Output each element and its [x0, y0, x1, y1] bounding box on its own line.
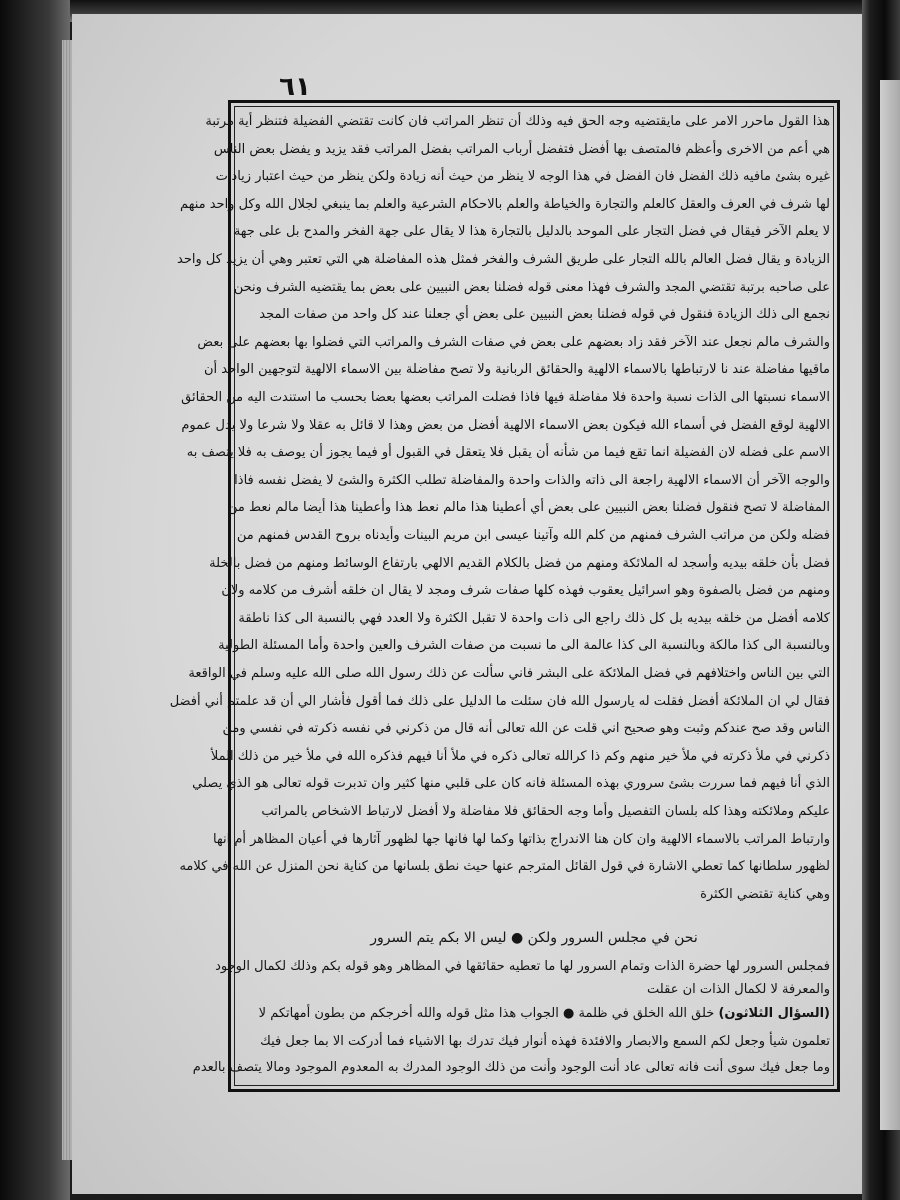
text-line: وهي كناية تقتضي الكثرة	[700, 886, 830, 902]
question-heading: (السؤال الثلاثون)	[718, 1006, 830, 1021]
text-line: غيره بشئ مافيه ذلك الفضل فان الفضل في هذا الوجه لا ينظر من حيث أنه زيادة ولكن ينظر من حيث اعتبار زيادات	[215, 169, 830, 185]
text-line: الاسم على فضله لان الفضيلة انما تقع فيما من شأنه أن يقبل فلا يتعقل في القبول أو فيما يجوز أن يوصف به فلا يتصف به	[186, 445, 830, 461]
poem-line: نحن في مجلس السرور ولكن ● ليس الا بكم يتم السرور	[370, 930, 698, 946]
text-line: عليكم وملائكته وهذا كله بلسان التفصيل وأما وجه الحقائق فلا مفاضلة ولا أفضل لارتباط الاشخاص بالمراتب	[261, 804, 830, 819]
text-line: على صاحبه برتبة تقتضي المجد والشرف فهذا معنى قوله فضلنا بعض النبيين على بعض بما يقتضيه الشرف ونحن	[233, 279, 830, 295]
text-line: نجمع الى ذلك الزيادة فنقول في قوله فضلنا بعض النبيين على بعض أي جعلنا عند كل واحد من صفات المجد	[259, 307, 830, 323]
after-poem-line-2: والمعرفة لا لكمال الذات ان عقلت	[647, 982, 830, 997]
question-line-1	[238, 1000, 830, 1028]
text-line: وارتباط المراتب بالاسماء الالهية وان كان هنا الاندراج بذاتها وكما لها فانها جها لظهور آثارها في أعيان المظاهر أم انها	[213, 831, 830, 847]
text-line: ذكرني في ملأ ذكرته في ملأ خير منهم وكم ذا كرالله تعالى ذكره في ملأ أنا فيهم فذكره الله في ملأ خير من ذلك الملأ	[210, 748, 830, 764]
text-line: الذي أنا فيهم فما سررت بشئ سروري بهذه المسئلة فانه كان على قلبي منها كثير وان تدبرت قوله تعالى هو الذي يصلي	[192, 776, 830, 792]
text-line: لظهور سلطانها كما تعطي الاشارة في قول القائل المترجم عنها حيث نطق بلسانها من كناية نحن المنزل عن الله في كلامه	[179, 859, 830, 875]
text-line: المفاضلة لا تصح فنقول فضلنا بعض النبيين على بعض أي أعطينا هذا مالم نعط هذا وأعطينا هذا أيضا مالم نعط من	[228, 500, 830, 516]
text-line: لها شرف في العرف والعقل كالعلم والتجارة والخياطة والعلم بالاحكام الشرعية والعلم بما ينبغي لجلال الله وكل واحد منهم	[180, 196, 830, 212]
main-text-block	[169, 108, 830, 1088]
text-line: ومنهم من فضل بالصفوة وهو اسرائيل يعقوب فهذه كلها صفات شرف ومجد لا يقال ان خلقه أشرف من كلامه ولان	[221, 583, 830, 599]
text-line: هي أعم من الاخرى وأعظم فالمتصف بها أفضل فتفضل أرباب المراتب بفضل المراتب فقد يزيد و يفضل بعض الناس	[213, 141, 830, 157]
text-line: لا يعلم الآخر فيقال في فضل التجار على الموحد بالدليل بالتجارة هذا لا يقال على جهة الفخر والمدح بل على جهة	[233, 224, 830, 240]
question-line-2: تعلمون شيأ وجعل لكم السمع والابصار والافئدة فهذه أنوار فيك تدرك بها الاشياء فما أدركت الا بما جعل فيك	[260, 1034, 830, 1049]
text-line: والوجه الآخر أن الاسماء الالهية راجعة الى ذاته والذات واحدة والمفاضلة تطلب الكثرة والشئ لا يفضل نفسه فاذا	[234, 472, 830, 488]
book-binding-left	[0, 0, 70, 1200]
question-line-3: وما جعل فيك سوى أنت فانه تعالى عاد أنت الوجود وأنت من ذلك الوجود المدرك به المعدوم الموجود ومالا يتصف بالعدم	[192, 1060, 830, 1075]
text-line: الزيادة و يقال فضل العالم بالله التجار على طريق الشرف والفخر فمثل هذه المفاضلة هي التي تعتبر وهي أن يزيد كل واحد	[177, 252, 830, 267]
text-line: الالهية لوقع الفضل في أسماء الله فيكون بعض الاسماء الالهية أفضل من بعض وهذا لا قائل به عقلا ولا شرعا ولا يدل عموم	[181, 417, 830, 433]
facing-page-edge	[880, 80, 900, 1130]
text-line: الاسماء نسبتها الى الذات نسبة واحدة فلا مفاضلة فيها فاذا فضلت المراتب بعضها بعضا بحسب ما استندت اليه من الحقائق	[181, 390, 830, 405]
after-poem-line-1: فمجلس السرور لها حضرة الذات وتمام السرور لها ما تعطيه حقائقها في المظاهر وهو قوله بكم وذلك لكمال الوجود	[215, 959, 830, 974]
text-line: التي بين الناس واختلافهم في فضل الملائكة على البشر فاني سألت عن ذلك رسول الله صلى الله عليه وسلم في الواقعة	[188, 666, 830, 681]
text-line: فضله ولكن من مراتب الشرف فمنهم من كلم الله وآتينا عيسى ابن مريم البينات وأيدناه بروح القدس فمنهم من	[236, 528, 830, 543]
page-number: ٦١	[279, 72, 311, 102]
text-line: فضل بأن خلقه بيديه وأسجد له الملائكة ومنهم من فضل بالكلام القديم الالهي بارتفاع الوسائط ومنهم من فضل بالخلة	[209, 555, 830, 571]
text-line: هذا القول ماحرر الامر على مايقتضيه وجه الحق فيه وذلك أن تنظر المراتب فان كانت تقتضي الفضيلة فتنظر أية مرتبة	[205, 114, 830, 129]
text-line: فقال لي ان الملائكة أفضل فقلت له يارسول الله فان سئلت ما الدليل على ذلك فما أقول فأشار الي أن قد علمتم أني أفضل	[169, 693, 830, 709]
text-line: الناس وقد صح عندكم وثبت وهو صحيح اني قلت عن الله تعالى أنه قال من ذكرني في نفسه ذكرته في نفسي ومن	[222, 721, 830, 737]
question-text: خلق الله الخلق في ظلمة ● الجواب هذا مثل قوله والله أخرجكم من بطون أمهاتكم لا	[258, 1006, 715, 1021]
text-line: كلامه أفضل من خلقه بيديه بل كل ذلك راجع الى ذات واحدة لا تقبل الكثرة ولا العدد فهي بالنسبة الى كذا ناطقة	[238, 610, 830, 626]
text-line: والشرف مالم نجعل عند الآخر فقد زاد بعضهم على بعض في صفات الشرف والمراتب التي فضلوا بها بعضهم على بعض	[197, 334, 830, 350]
text-line: وبالنسبة الى كذا مالكة وبالنسبة الى كذا عالمة الى ما نسبت من صفات الشرف والعين واحدة وأما المسئلة الطولية	[218, 638, 830, 654]
text-line: ماقيها مفاضلة عند نا لارتباطها بالاسماء الالهية والحقائق الربانية ولا تصح مفاضلة بين الاسماء الالهية لتوجهين الواحد أن	[203, 362, 830, 378]
